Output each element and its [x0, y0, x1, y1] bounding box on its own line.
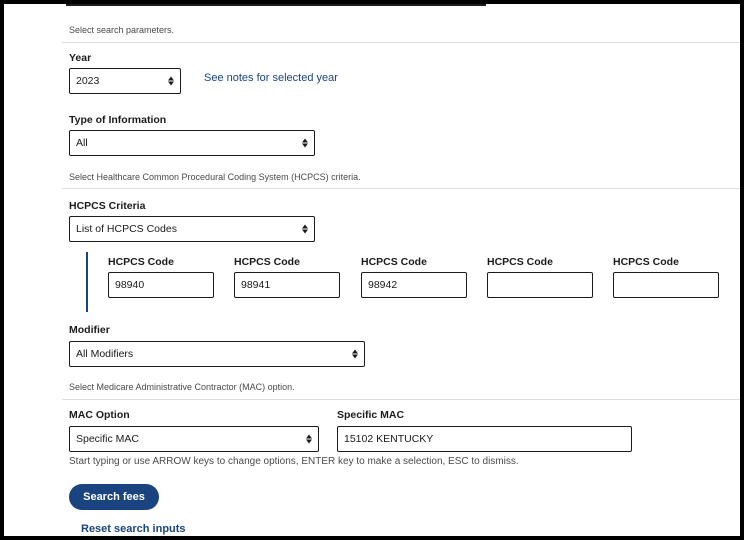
divider — [62, 399, 740, 400]
top-divider — [66, 4, 486, 6]
sort-caret-icon — [306, 435, 312, 444]
page-frame — [4, 4, 740, 536]
hcpcs-code-label-4: HCPCS Code — [487, 256, 553, 268]
modifier-value: All Modifiers — [76, 348, 134, 360]
hcpcs-code-label-2: HCPCS Code — [234, 256, 300, 268]
hcpcs-criteria-select[interactable] — [69, 216, 315, 242]
hcpcs-code-label-3: HCPCS Code — [361, 256, 427, 268]
hcpcs-code-label-5: HCPCS Code — [613, 256, 679, 268]
divider — [62, 188, 740, 189]
hcpcs-code-label-1: HCPCS Code — [108, 256, 174, 268]
hcpcs-code-input-3[interactable]: 98942 — [361, 272, 467, 298]
specific-mac-label: Specific MAC — [337, 409, 405, 421]
type-of-information-label: Type of Information — [69, 114, 167, 126]
modifier-select[interactable] — [69, 341, 365, 367]
mac-option-label: MAC Option — [69, 409, 130, 421]
hcpcs-code-input-4[interactable] — [487, 272, 593, 298]
mac-note: Select Medicare Administrative Contractor (MAC) option. — [69, 382, 295, 392]
hcpcs-code-input-2[interactable]: 98941 — [234, 272, 340, 298]
search-params-note: Select search parameters. — [69, 25, 175, 35]
hcpcs-code-input-5[interactable] — [613, 272, 719, 298]
reset-search-link[interactable]: Reset search inputs — [81, 523, 186, 535]
search-fees-button[interactable]: Search fees — [69, 484, 159, 510]
specific-mac-combobox[interactable]: 15102 KENTUCKY — [337, 426, 632, 452]
combobox-hint: Start typing or use ARROW keys to change options, ENTER key to make a selection, ESC to dismiss. — [69, 456, 519, 467]
type-of-information-value: All — [76, 137, 88, 149]
hcpcs-criteria-value: List of HCPCS Codes — [76, 223, 177, 235]
mac-option-value: Specific MAC — [76, 433, 140, 445]
type-of-information-select[interactable] — [69, 130, 315, 156]
sort-caret-icon — [302, 139, 308, 148]
sort-caret-icon — [302, 225, 308, 234]
sort-caret-icon — [168, 77, 174, 86]
hcpcs-note: Select Healthcare Common Procedural Coding System (HCPCS) criteria. — [69, 172, 361, 182]
sort-caret-icon — [352, 350, 358, 359]
divider — [62, 42, 740, 43]
year-value: 2023 — [76, 75, 100, 87]
year-label: Year — [69, 52, 92, 64]
hcpcs-criteria-label: HCPCS Criteria — [69, 200, 146, 212]
year-select[interactable] — [69, 68, 181, 94]
year-notes-link[interactable]: See notes for selected year — [204, 72, 338, 84]
hcpcs-group-bar — [86, 252, 88, 312]
mac-option-select[interactable] — [69, 426, 319, 452]
modifier-label: Modifier — [69, 324, 110, 336]
hcpcs-code-input-1[interactable]: 98940 — [108, 272, 214, 298]
